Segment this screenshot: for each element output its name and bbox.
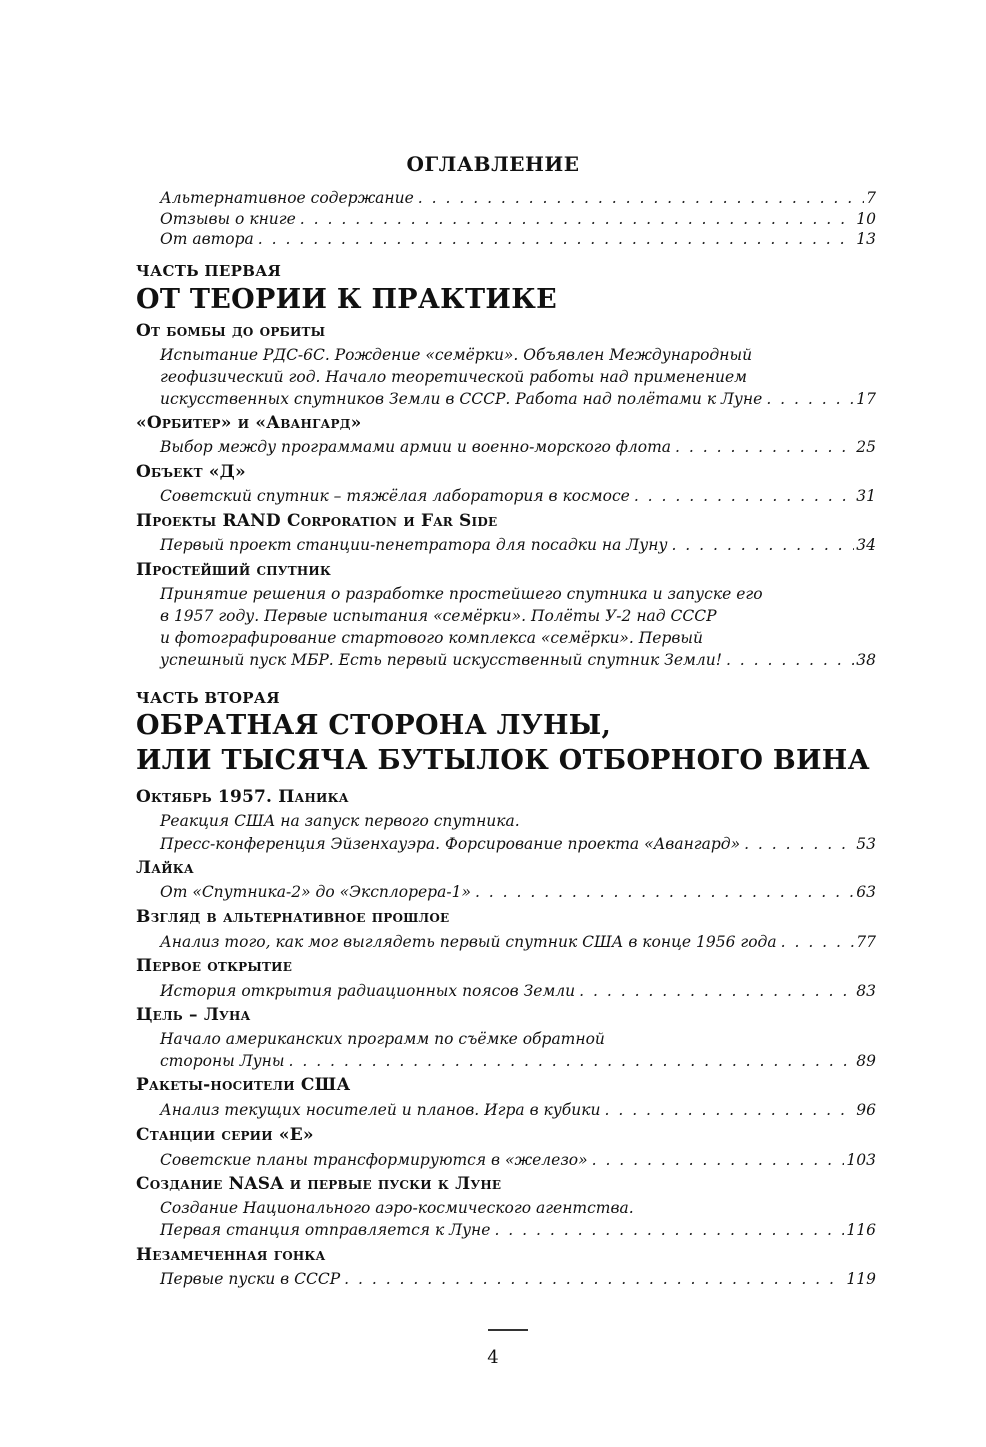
entry-title: От автора (160, 230, 254, 248)
entry-page: 103 (846, 1151, 876, 1169)
chapter-title[interactable]: Создание NASA и первые пуски к Луне (136, 1174, 502, 1194)
entry-title: Первые пуски в СССР (160, 1270, 341, 1288)
dot-leader (671, 534, 854, 556)
entry-page: 63 (856, 883, 876, 901)
toc-title: ОГЛАВЛЕНИЕ (406, 152, 580, 176)
chapter-desc-line: Реакция США на запуск первого спутника. (160, 812, 520, 830)
chapter-desc-line: и фотографирование стартового комплекса «семёрки». Первый (160, 629, 704, 647)
part-label: ЧАСТЬ ВТОРАЯ (136, 689, 280, 707)
entry-page: 10 (856, 210, 876, 228)
entry-title: искусственных спутников Земли в СССР. Работа над полётами к Луне (160, 390, 763, 408)
dot-leader (744, 833, 854, 855)
chapter-title[interactable]: Проекты RAND Corporation и Far Side (136, 511, 498, 531)
entry-title: Анализ того, как мог выглядеть первый спутник США в конце 1956 года (160, 933, 777, 951)
entry-page: 77 (856, 933, 876, 951)
chapter-title[interactable]: От бомбы до орбиты (136, 321, 326, 341)
entry-page: 53 (856, 835, 876, 853)
toc-entry[interactable] (160, 1149, 876, 1171)
dot-leader (344, 1268, 844, 1290)
entry-title: Пресс-конференция Эйзенхауэра. Форсирование проекта «Авангард» (160, 835, 741, 853)
toc-entry[interactable] (160, 931, 876, 953)
entry-title: История открытия радиационных поясов Земли (160, 982, 576, 1000)
chapter-title[interactable]: Незамеченная гонка (136, 1245, 326, 1265)
dot-leader (579, 980, 854, 1002)
toc-entry[interactable] (160, 228, 876, 250)
entry-page: 31 (856, 487, 876, 505)
entry-title: Отзывы о книге (160, 210, 296, 228)
entry-page: 89 (856, 1052, 876, 1070)
entry-title: Анализ текущих носителей и планов. Игра в кубики (160, 1101, 601, 1119)
chapter-title[interactable]: Простейший спутник (136, 560, 332, 580)
entry-page: 17 (856, 390, 876, 408)
dot-leader (604, 1099, 854, 1121)
chapter-desc-line: Начало американских программ по съёмке обратной (160, 1030, 605, 1048)
toc-entry[interactable] (160, 1050, 876, 1072)
part-title: ИЛИ ТЫСЯЧА БУТЫЛОК ОТБОРНОГО ВИНА (136, 745, 870, 776)
entry-title: Советские планы трансформируются в «железо» (160, 1151, 588, 1169)
chapter-title[interactable]: Цель – Луна (136, 1005, 251, 1025)
dot-leader (494, 1219, 844, 1241)
chapter-title[interactable]: Ракеты-носители США (136, 1075, 351, 1095)
dot-leader (726, 649, 854, 671)
dot-leader (418, 187, 864, 209)
entry-page: 38 (856, 651, 876, 669)
dot-leader (592, 1149, 845, 1171)
toc-entry[interactable] (160, 534, 876, 556)
toc-entry[interactable] (160, 881, 876, 903)
entry-title: стороны Луны (160, 1052, 285, 1070)
dot-leader (288, 1050, 854, 1072)
toc-entry[interactable] (160, 833, 876, 855)
toc-entry[interactable] (160, 1099, 876, 1121)
dot-leader (258, 228, 854, 250)
entry-title: Первый проект станции-пенетратора для посадки на Луну (160, 536, 668, 554)
toc-entry[interactable] (160, 649, 876, 671)
chapter-desc-line: Испытание РДС-6С. Рождение «семёрки». Объявлен Международный (160, 346, 753, 364)
dot-leader (475, 881, 854, 903)
chapter-title[interactable]: Взгляд в альтернативное прошлое (136, 907, 450, 927)
toc-entry[interactable] (160, 1268, 876, 1290)
chapter-title[interactable]: Октябрь 1957. Паника (136, 787, 349, 807)
toc-entry[interactable] (160, 1219, 876, 1241)
chapter-desc-line: в 1957 году. Первые испытания «семёрки». Полёты У-2 над СССР (160, 607, 717, 625)
dot-leader (766, 388, 854, 410)
toc-entry[interactable] (160, 980, 876, 1002)
toc-entry[interactable] (160, 485, 876, 507)
toc-entry[interactable] (160, 187, 876, 209)
entry-title: Альтернативное содержание (160, 189, 414, 207)
chapter-title[interactable]: Объект «Д» (136, 462, 246, 482)
entry-title: От «Спутника-2» до «Эксплорера-1» (160, 883, 471, 901)
chapter-title[interactable]: «Орбитер» и «Авангард» (136, 413, 362, 433)
toc-entry[interactable] (160, 208, 876, 230)
footer-rule (488, 1329, 528, 1331)
entry-title: Выбор между программами армии и военно-морского флота (160, 438, 672, 456)
entry-page: 34 (856, 536, 876, 554)
entry-page: 83 (856, 982, 876, 1000)
chapter-title[interactable]: Лайка (136, 858, 194, 878)
entry-page: 119 (846, 1270, 876, 1288)
dot-leader (634, 485, 854, 507)
part-title: ОБРАТНАЯ СТОРОНА ЛУНЫ, (136, 710, 612, 741)
page-number: 4 (487, 1347, 499, 1368)
entry-page: 13 (856, 230, 876, 248)
toc-entry[interactable] (160, 436, 876, 458)
dot-leader (781, 931, 855, 953)
entry-page: 116 (846, 1221, 876, 1239)
entry-title: Первая станция отправляется к Луне (160, 1221, 491, 1239)
part-title: ОТ ТЕОРИИ К ПРАКТИКЕ (136, 284, 557, 315)
entry-page: 96 (856, 1101, 876, 1119)
entry-page: 25 (856, 438, 876, 456)
toc-entry[interactable] (160, 388, 876, 410)
chapter-title[interactable]: Первое открытие (136, 956, 293, 976)
entry-page: 7 (866, 189, 876, 207)
chapter-title[interactable]: Станции серии «Е» (136, 1125, 314, 1145)
entry-title: Советский спутник – тяжёлая лаборатория в космосе (160, 487, 630, 505)
chapter-desc-line: Принятие решения о разработке простейшего спутника и запуске его (160, 585, 763, 603)
entry-title: успешный пуск МБР. Есть первый искусственный спутник Земли! (160, 651, 722, 669)
part-label: ЧАСТЬ ПЕРВАЯ (136, 262, 282, 280)
dot-leader (300, 208, 854, 230)
dot-leader (675, 436, 854, 458)
chapter-desc-line: геофизический год. Начало теоретической работы над применением (160, 368, 748, 386)
chapter-desc-line: Создание Национального аэро-космического агентства. (160, 1199, 634, 1217)
